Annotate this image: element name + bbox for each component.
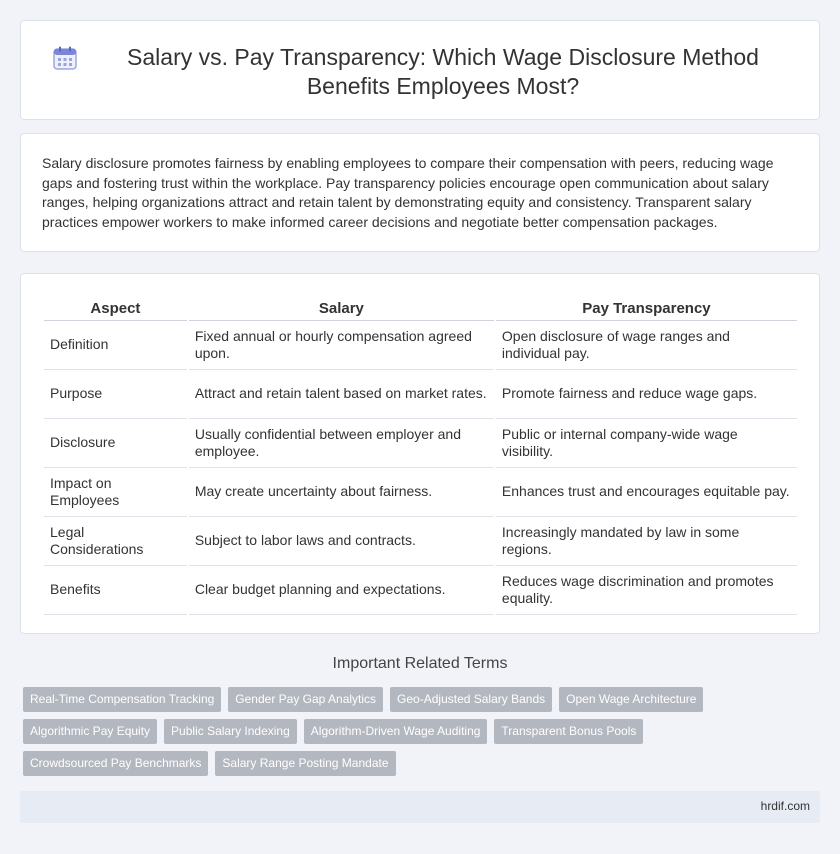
cell-pay-transparency: Reduces wage discrimination and promotes equality. [496,566,797,615]
cell-salary: Subject to labor laws and contracts. [189,517,494,566]
related-tag[interactable]: Crowdsourced Pay Benchmarks [23,751,208,776]
related-tag[interactable]: Gender Pay Gap Analytics [228,687,383,712]
table-row [44,370,797,419]
cell-salary: Fixed annual or hourly compensation agreed upon. [189,321,494,370]
cell-aspect: Purpose [44,370,187,419]
related-tag[interactable]: Transparent Bonus Pools [494,719,643,744]
cell-salary: Attract and retain talent based on market rates. [189,370,494,419]
intro-card [20,133,820,252]
footer-site[interactable]: hrdif.com [760,799,810,813]
comparison-table-card [20,273,820,634]
cell-aspect: Definition [44,321,187,370]
intro-paragraph: Salary disclosure promotes fairness by enabling employees to compare their compensation with peers, reducing wage gaps and fostering trust within the workplace. Pay transparency policies encourage open communication about salary ranges, helping organizations attract and retain talent by demonstrating equity and consistency. Transparent salary practices empower workers to make informed career decisions and negotiate better compensation packages. [42,155,774,230]
related-tag[interactable]: Algorithmic Pay Equity [23,719,157,744]
cell-pay-transparency: Enhances trust and encourages equitable pay. [496,468,797,517]
related-tag[interactable]: Public Salary Indexing [164,719,297,744]
related-terms-tags [23,687,813,783]
table-row [44,468,797,517]
related-tag[interactable]: Geo-Adjusted Salary Bands [390,687,552,712]
related-terms-title: Important Related Terms [332,655,508,672]
related-tag[interactable]: Salary Range Posting Mandate [215,751,395,776]
header-aspect: Aspect [44,295,187,321]
table-row [44,321,797,370]
cell-pay-transparency: Promote fairness and reduce wage gaps. [496,370,797,419]
table-row [44,566,797,615]
cell-aspect: Legal Considerations [44,517,187,566]
footer [20,791,820,823]
cell-salary: Usually confidential between employer and employee. [189,419,494,468]
title-row [21,43,819,101]
related-tag[interactable]: Algorithm-Driven Wage Auditing [304,719,488,744]
table-row [44,517,797,566]
header-pay-transparency: Pay Transparency [496,295,797,321]
header-salary: Salary [189,295,494,321]
cell-salary: Clear budget planning and expectations. [189,566,494,615]
table-row [44,419,797,468]
cell-aspect: Disclosure [44,419,187,468]
cell-pay-transparency: Increasingly mandated by law in some regions. [496,517,797,566]
cell-pay-transparency: Public or internal company-wide wage visibility. [496,419,797,468]
cell-pay-transparency: Open disclosure of wage ranges and individual pay. [496,321,797,370]
cell-aspect: Benefits [44,566,187,615]
cell-aspect: Impact on Employees [44,468,187,517]
title-card [20,20,820,120]
page-title: Salary vs. Pay Transparency: Which Wage Disclosure Method Benefits Employees Most? [127,44,759,99]
table-header-row [44,295,797,321]
comparison-table [42,295,799,615]
related-tag[interactable]: Real-Time Compensation Tracking [23,687,221,712]
related-tag[interactable]: Open Wage Architecture [559,687,703,712]
cell-salary: May create uncertainty about fairness. [189,468,494,517]
calendar-icon [52,45,78,71]
